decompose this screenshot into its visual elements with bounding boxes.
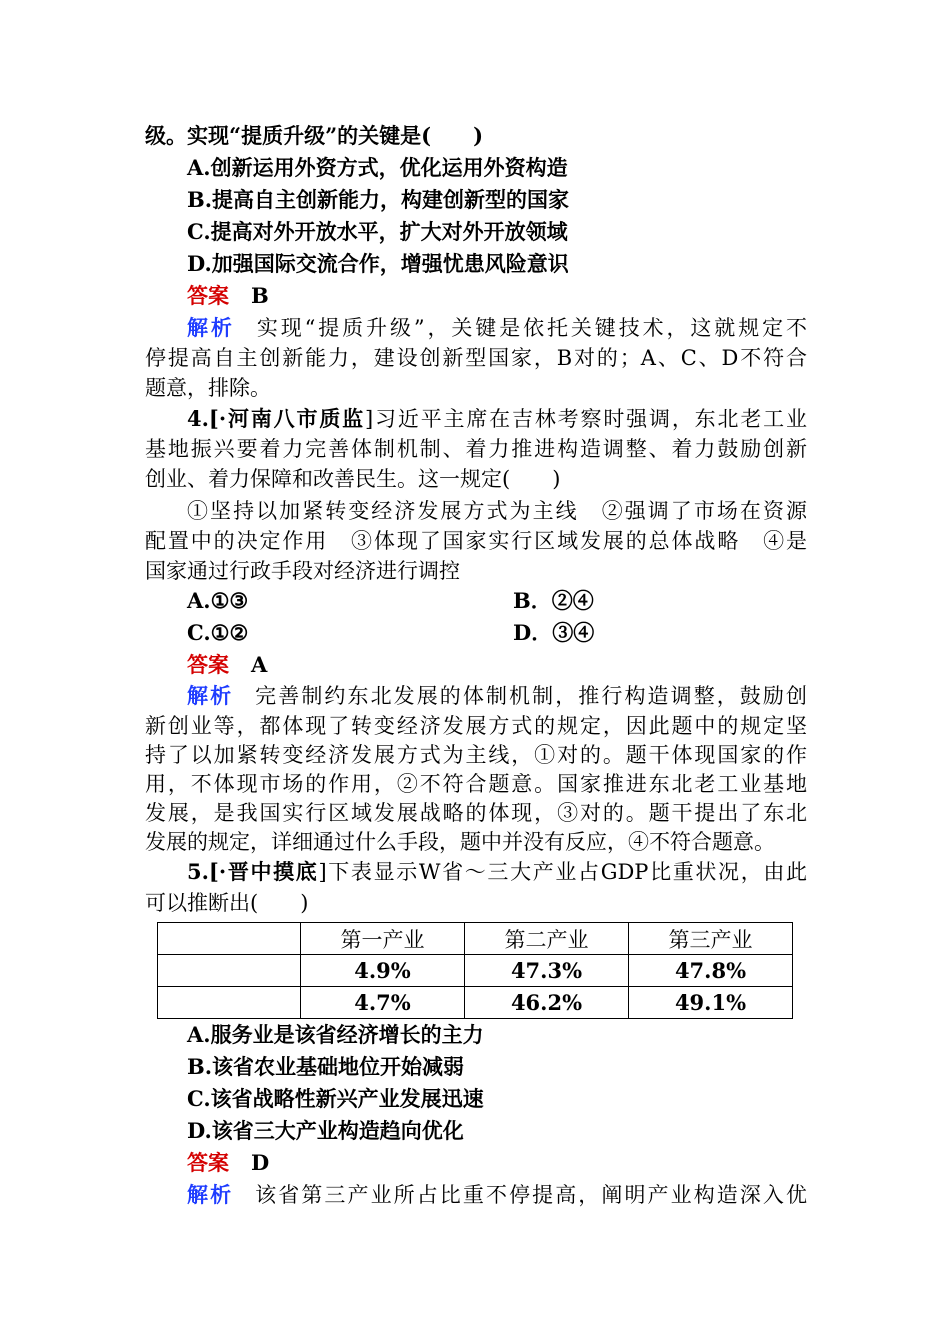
- q5-answer: D: [251, 1150, 270, 1175]
- table-cell: 4.9%: [301, 955, 465, 987]
- q4-explanation-text: 完善制约东北发展的体制机制，推行构造调整，鼓励创: [255, 684, 808, 708]
- q5-stem-line-1: [187, 857, 807, 887]
- q4-statement-line-2: 配置中的决定作用 ③体现了国家实行区域发展的总体战略 ④是: [145, 529, 807, 553]
- table-cell: 47.8%: [629, 955, 793, 987]
- table-cell: [158, 987, 301, 1019]
- q4-stem-line-1: [187, 404, 807, 434]
- q4-explanation-line-2: 新创业等，都体现了转变经济发展方式的规定，因此题中的规定坚: [145, 714, 807, 738]
- table-row: [158, 955, 793, 987]
- table-header-cell: [158, 923, 301, 955]
- table-header-cell: 第二产业: [465, 923, 629, 955]
- q4-options-row-2: [187, 618, 807, 648]
- q3-explanation-line-3: 题意，排除。: [145, 376, 271, 400]
- q4-statement-line-1: ①坚持以加紧转变经济发展方式为主线 ②强调了市场在资源: [187, 499, 807, 523]
- q3-answer-row: [187, 281, 807, 311]
- q4-explanation-line-5: 发展，是我国实行区域发展战略的体现，③对的。题干提出了东北: [145, 801, 807, 825]
- table-row: [158, 987, 793, 1019]
- q4-explanation-line-1: [187, 681, 807, 711]
- q3-explanation-text: 实现“提质升级”，关键是依托关键技术，这就规定不: [256, 316, 807, 340]
- table-cell: 47.3%: [465, 955, 629, 987]
- explanation-label: 解析: [187, 315, 235, 340]
- q4-option-c: C.①②: [187, 620, 249, 645]
- answer-label: 答案: [187, 1150, 229, 1175]
- table-header-row: [158, 923, 793, 955]
- q4-option-b: B．②④: [513, 588, 594, 613]
- table-cell: 4.7%: [301, 987, 465, 1019]
- q5-option-c: C.该省战略性新兴产业发展迅速: [187, 1086, 484, 1111]
- q5-option-b: B.该省农业基础地位开始减弱: [187, 1054, 465, 1079]
- q4-stem-line-2: 基地振兴要着力完善体制机制、着力推进构造调整、着力鼓励创新: [145, 437, 807, 461]
- explanation-label: 解析: [187, 1182, 234, 1207]
- table-header-cell: 第一产业: [301, 923, 465, 955]
- q5-stem-line-2: 可以推断出( ): [145, 891, 309, 915]
- q4-options-row-1: [187, 586, 807, 616]
- q4-answer: A: [251, 652, 268, 677]
- answer-label: 答案: [187, 652, 229, 677]
- q5-explanation-text: 该省第三产业所占比重不停提高，阐明产业构造深入优: [255, 1183, 808, 1207]
- q4-source: ·河南八市质监: [218, 406, 365, 431]
- q5-option-d: D.该省三大产业构造趋向优化: [187, 1118, 464, 1143]
- q4-option-a: A.①③: [187, 588, 249, 613]
- gdp-share-table: [157, 922, 793, 1019]
- q4-stem-text: ]习近平主席在吉林考察时强调，东北老工业: [365, 407, 807, 431]
- table-header-cell: 第三产业: [629, 923, 793, 955]
- answer-label: 答案: [187, 283, 229, 308]
- q4-explanation-line-3: 持了以加紧转变经济发展方式为主线，①对的。题干体现国家的作: [145, 743, 807, 767]
- q3-explanation-line-1: [187, 313, 807, 343]
- table-cell: [158, 955, 301, 987]
- q3-answer: B: [251, 283, 269, 308]
- q5-answer-row: [187, 1148, 807, 1178]
- table-cell: 49.1%: [629, 987, 793, 1019]
- q5-option-a: A.服务业是该省经济增长的主力: [187, 1022, 484, 1047]
- q5-stem-text: ]下表显示W省～三大产业占GDP比重状况，由此: [318, 860, 807, 884]
- q4-answer-row: [187, 650, 807, 680]
- q4-explanation-line-6: 发展的规定，详细通过什么手段，题中并没有反应，④不符合题意。: [145, 830, 775, 854]
- q5-source: ·晋中摸底: [218, 859, 319, 884]
- q4-statement-line-3: 国家通过行政手段对经济进行调控: [145, 559, 460, 583]
- q4-number: 4.[: [187, 406, 219, 431]
- q3-option-d: D.加强国际交流合作，增强忧患风险意识: [187, 251, 569, 276]
- table-cell: 46.2%: [465, 987, 629, 1019]
- q5-number: 5.[: [187, 859, 219, 884]
- q3-stem: 级。实现“提质升级”的关键是( ): [145, 123, 484, 148]
- q4-option-d: D．③④: [513, 620, 595, 645]
- q3-explanation-line-2: 停提高自主创新能力，建设创新型国家，B对的；A、C、D不符合: [145, 346, 807, 370]
- q5-explanation-line-1: [187, 1180, 807, 1210]
- explanation-label: 解析: [187, 683, 234, 708]
- q3-option-a: A.创新运用外资方式，优化运用外资构造: [187, 155, 568, 180]
- q3-option-b: B.提高自主创新能力，构建创新型的国家: [187, 187, 570, 212]
- q4-explanation-line-4: 用，不体现市场的作用，②不符合题意。国家推进东北老工业基地: [145, 772, 807, 796]
- q4-stem-line-3: 创业、着力保障和改善民生。这一规定( ): [145, 467, 561, 491]
- q3-option-c: C.提高对外开放水平，扩大对外开放领域: [187, 219, 568, 244]
